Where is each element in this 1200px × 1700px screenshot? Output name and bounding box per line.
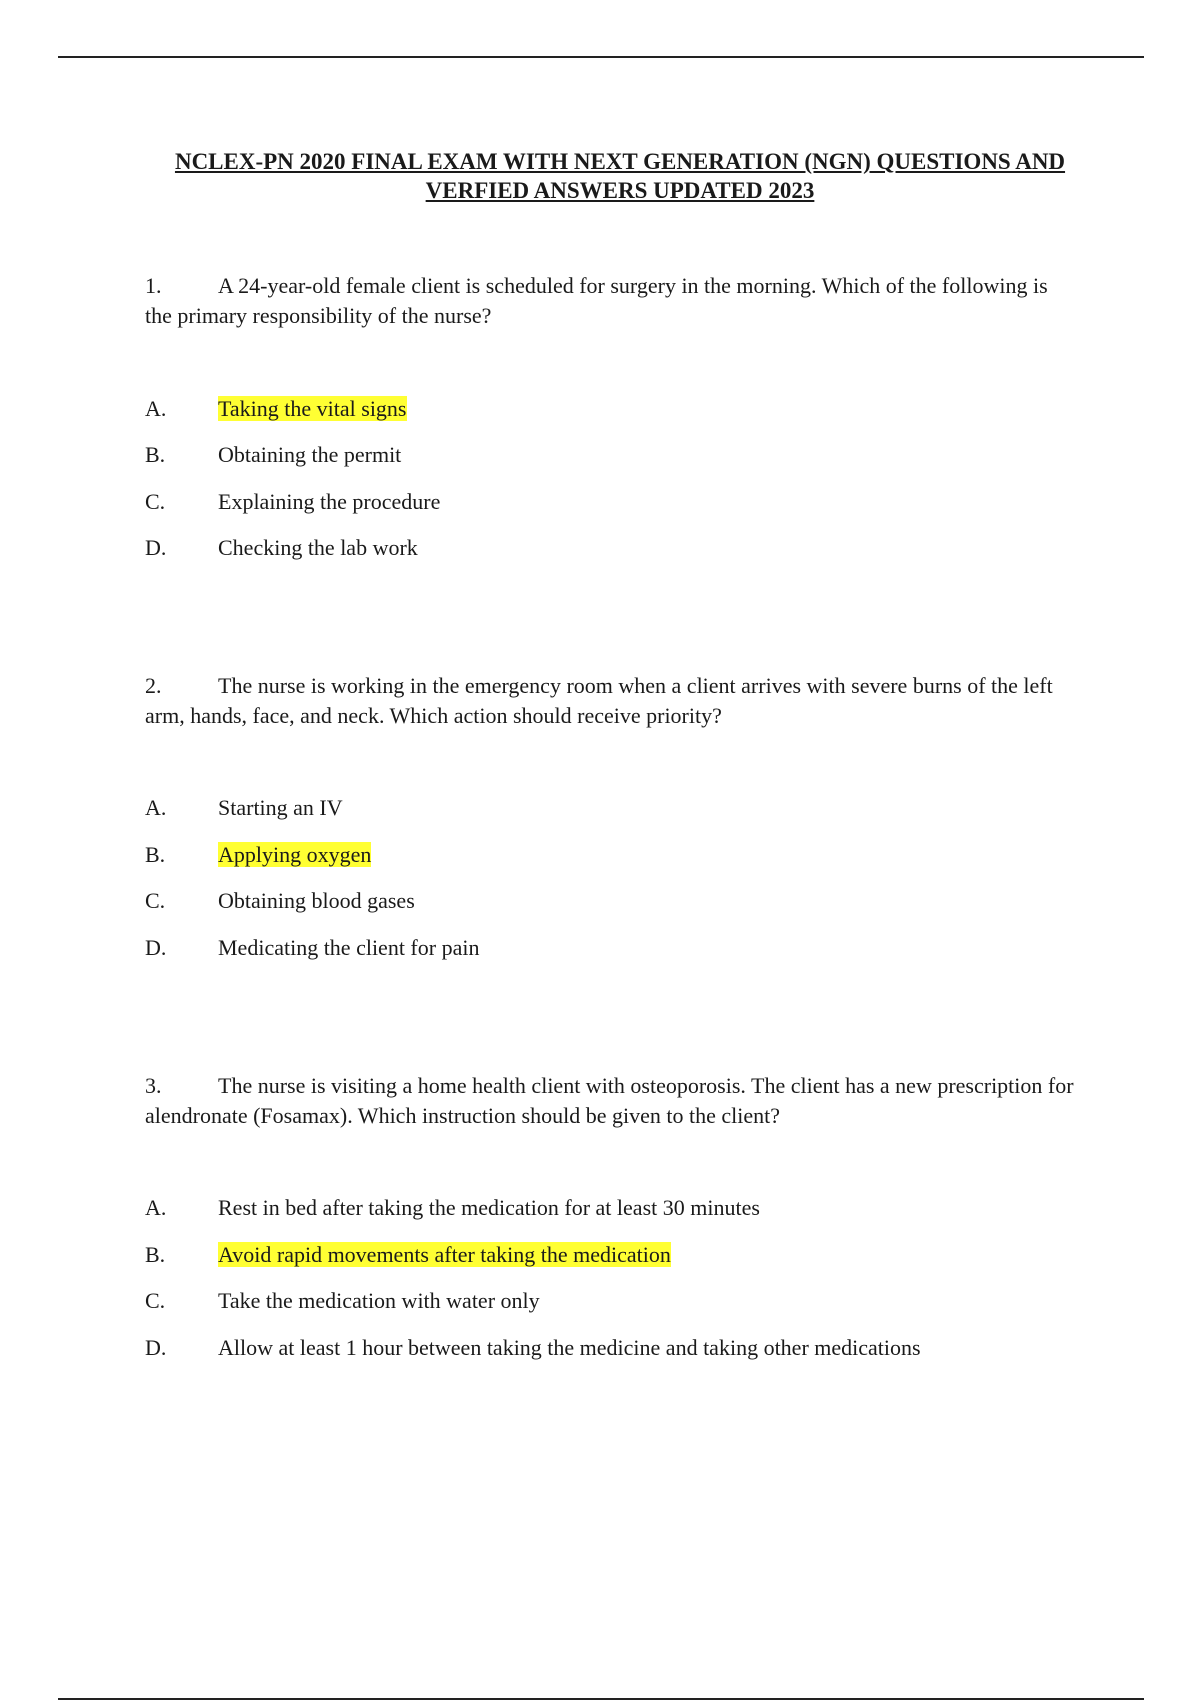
option-text-highlighted: Avoid rapid movements after taking the medication — [218, 1242, 671, 1267]
option-text-highlighted: Applying oxygen — [218, 842, 372, 867]
option-text: Starting an IV — [218, 795, 343, 820]
option-letter: B. — [145, 442, 166, 467]
option-letter: A. — [145, 795, 167, 820]
question-2 — [145, 671, 1075, 731]
option-letter: C. — [145, 489, 166, 514]
question-3-option-a — [145, 1193, 760, 1223]
question-3-option-c — [145, 1286, 540, 1316]
question-1 — [145, 271, 1075, 331]
option-text-highlighted: Taking the vital signs — [218, 396, 407, 421]
option-letter: C. — [145, 888, 166, 913]
question-2-option-d — [145, 933, 479, 963]
option-letter: A. — [145, 396, 167, 421]
question-text: A 24-year-old female client is scheduled for surgery in the morning. Which of the following is the primary responsibility of the nurse? — [145, 273, 1048, 328]
option-text: Obtaining blood gases — [218, 888, 415, 913]
question-number: 1. — [145, 273, 162, 298]
title-line-1: NCLEX-PN 2020 FINAL EXAM WITH NEXT GENERATION (NGN) QUESTIONS AND — [174, 149, 1066, 174]
question-2-option-a — [145, 793, 343, 823]
question-3-option-b — [145, 1240, 671, 1270]
question-text: The nurse is working in the emergency room when a client arrives with severe burns of the left arm, hands, face, and neck. Which action should receive priority? — [145, 673, 1053, 728]
option-text: Take the medication with water only — [218, 1288, 540, 1313]
option-letter: D. — [145, 1335, 167, 1360]
question-1-option-a — [145, 394, 407, 424]
option-letter: C. — [145, 1288, 166, 1313]
option-letter: D. — [145, 535, 167, 560]
option-text: Allow at least 1 hour between taking the medicine and taking other medications — [218, 1335, 921, 1360]
option-letter: A. — [145, 1195, 167, 1220]
top-rule — [58, 56, 1144, 58]
option-letter: B. — [145, 1242, 166, 1267]
document-title — [145, 147, 1095, 205]
question-2-option-c — [145, 886, 415, 916]
question-1-option-c — [145, 487, 440, 517]
option-text: Checking the lab work — [218, 535, 418, 560]
title-line-2: VERFIED ANSWERS UPDATED 2023 — [425, 178, 815, 203]
option-text: Explaining the procedure — [218, 489, 441, 514]
option-letter: D. — [145, 935, 167, 960]
option-text: Rest in bed after taking the medication for at least 30 minutes — [218, 1195, 760, 1220]
question-number: 2. — [145, 673, 162, 698]
question-3-option-d — [145, 1333, 921, 1363]
question-1-option-b — [145, 440, 401, 470]
question-2-option-b — [145, 840, 371, 870]
question-number: 3. — [145, 1073, 162, 1098]
option-text: Medicating the client for pain — [218, 935, 480, 960]
option-text: Obtaining the permit — [218, 442, 402, 467]
question-text: The nurse is visiting a home health client with osteoporosis. The client has a new prescription for alendronate (Fosamax). Which instruction should be given to the client? — [145, 1073, 1074, 1128]
option-letter: B. — [145, 842, 166, 867]
question-3 — [145, 1071, 1075, 1131]
question-1-option-d — [145, 533, 418, 563]
